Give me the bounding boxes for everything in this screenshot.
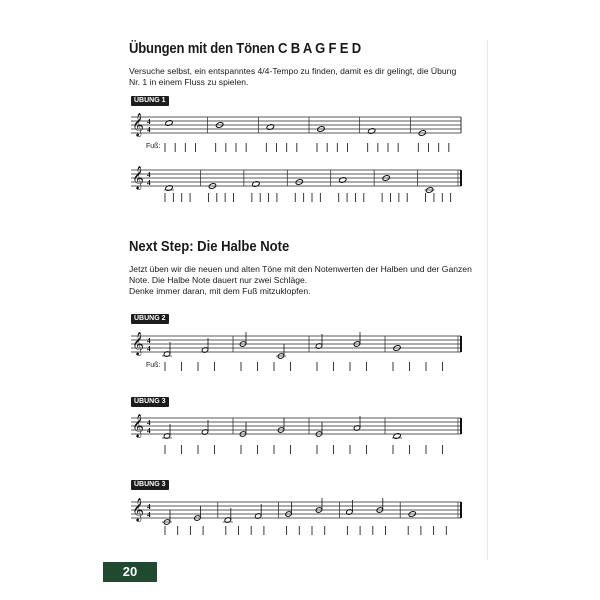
staff [131, 413, 461, 454]
intro2-line-2: Note. Die Halbe Note dauert nur zwei Schläge. [129, 275, 308, 285]
time-signature-bottom: 4 [147, 511, 151, 519]
intro2-line-1: Jetzt üben wir die neuen und alten Töne mit den Notenwerten der Halben und der Ganzen [129, 264, 472, 274]
time-signature-bottom: 4 [147, 345, 151, 353]
whole-note [165, 185, 173, 192]
fuss-label-2: Fuß: [146, 362, 161, 369]
fuss-label-1: Fuß: [146, 143, 161, 150]
exercise-badge-1: ÜBUNG 1 [131, 96, 169, 106]
staff [131, 497, 461, 535]
whole-note [266, 124, 274, 131]
heading-notes: Übungen mit den Tönen C B A G F E D [129, 41, 361, 57]
page-number: 20 [122, 564, 138, 579]
exercise-badge-3: ÜBUNG 3 [131, 397, 169, 407]
whole-note [393, 433, 401, 440]
exercise-badge-4: ÜBUNG 3 [131, 480, 169, 490]
intro-paragraph-1: Versuche selbst, ein entspanntes 4/4-Tempo zu finden, damit es dir gelingt, die Übung Nr. 1 in einem Fluss zu spielen. [129, 66, 457, 87]
staff [131, 112, 461, 152]
time-signature-bottom: 4 [147, 126, 151, 134]
treble-clef-icon: 𝄞 [132, 497, 144, 521]
whole-note [339, 177, 347, 184]
treble-clef-icon: 𝄞 [132, 112, 144, 136]
treble-clef-icon: 𝄞 [132, 413, 144, 437]
staff [131, 331, 461, 371]
treble-clef-icon: 𝄞 [132, 165, 144, 189]
time-signature-top: 4 [147, 171, 151, 179]
time-signature-top: 4 [147, 503, 151, 511]
time-signature-bottom: 4 [147, 427, 151, 435]
staff [131, 165, 461, 202]
intro2-line-3: Denke immer daran, mit dem Fuß mitzuklopfen. [129, 286, 311, 296]
time-signature-top: 4 [147, 337, 151, 345]
whole-note [367, 128, 375, 135]
whole-note [165, 120, 173, 127]
time-signature-top: 4 [147, 118, 151, 126]
exercise-badge-2: ÜBUNG 2 [131, 314, 169, 324]
whole-note [252, 181, 260, 188]
time-signature-top: 4 [147, 419, 151, 427]
treble-clef-icon: 𝄞 [132, 331, 144, 355]
time-signature-bottom: 4 [147, 179, 151, 187]
heading-half-note: Next Step: Die Halbe Note [129, 239, 290, 255]
